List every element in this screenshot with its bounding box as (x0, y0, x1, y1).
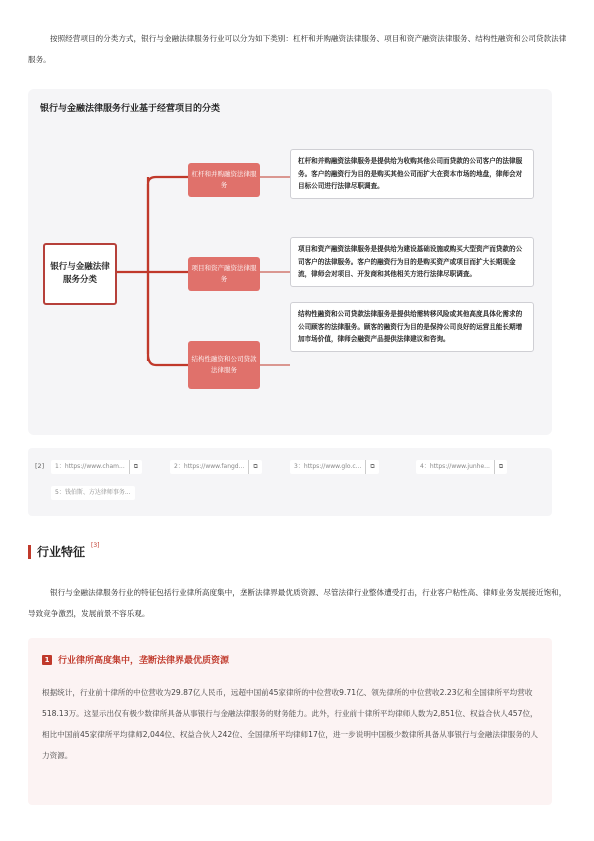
section-accent-bar (28, 545, 31, 559)
center-node-label: 银行与金融法律服务分类 (50, 262, 110, 285)
branch-node-leveraged: 杠杆和并购融资法律服务 (188, 163, 260, 197)
branch-node-structured (188, 341, 260, 389)
diagram-title: 银行与金融法律服务行业基于经营项目的分类 (40, 104, 221, 114)
highlight-box (28, 638, 552, 805)
classification-diagram (28, 89, 552, 435)
section-paragraph: 银行与金融法律服务行业的特征包括行业律所高度集中，垄断法律界最优质资源、尽管法律行业整体遭受打击，行业客户粘性高、律师业务发展接近饱和，导致竞争激烈，发展前景不容乐观。 (28, 588, 567, 618)
references-index: [2] (35, 462, 45, 470)
reference-link[interactable]: 3：https://www.glo.c... ⧉ (290, 460, 379, 474)
section-title: 行业特征 (37, 545, 86, 559)
branch-description-leveraged: 杠杆和并购融资法律服务是提供给为收购其他公司而贷款的公司客户的法律服务。客户的融资行为目的是购买其他公司而扩大在资本市场的地盘，律师会对目标公司进行法律尽职调查。 (290, 149, 534, 199)
highlight-title: 行业律所高度集中，垄断法律界最优质资源 (58, 656, 230, 666)
link-icon: ⧉ (494, 460, 503, 474)
reference-link[interactable]: 4：https://www.junhe... ⧉ (416, 460, 507, 474)
link-icon: ⧉ (365, 460, 374, 474)
link-icon: ⧉ (248, 460, 257, 474)
branch-node-structured-label: 结构性融资和公司贷款法律服务 (191, 355, 257, 374)
branch-node-project-asset: 项目和资产融资法律服务 (188, 257, 260, 291)
highlight-body: 根据统计，行业前十律所的中位营收为29.87亿人民币，远超中国前45家律所的中位营收9.71亿、领先律所的中位营收2.23亿和全国律所平均营收518.13万。这显示出仅有极少数律所具备从事银行与金融法律服务的财务能力。此外，行业前十律所平均律师人数为2,851位、权益合伙人457位，相比中国前45家律所平均律师2,044位、权益合伙人242位、全国律所平均律师17位，进一步说明中国极少数律所具备从事银行与金融法律服务的人力资源。 (42, 688, 538, 760)
branch-description-structured: 结构性融资和公司贷款法律服务是提供给需转移风险或其他高度具体化需求的公司顾客的法律服务。顾客的融资行为目的是保持公司良好的运营且能长期增加市场价值，律师会融资产品提供法律建议和咨询。 (290, 302, 534, 352)
intro-paragraph: 按照经营项目的分类方式，银行与金融法律服务行业可以分为如下类别：杠杆和并购融资法律服务、项目和资产融资法律服务、结构性融资和公司贷款法律服务。 (28, 34, 567, 64)
references-box (28, 448, 552, 516)
branch-description-project-asset: 项目和资产融资法律服务是提供给为建设基础设施或购买大型资产而贷款的公司客户的法律服务。客户的融资行为目的是购买资产或项目而扩大长期现金流，律师会对项目、开发商和其他相关方进行法律尽职调查。 (290, 237, 534, 287)
center-node (43, 243, 117, 305)
section-reference-sup[interactable]: [3] (91, 542, 100, 549)
reference-link[interactable]: 2：https://www.fangd... ⧉ (170, 460, 262, 474)
reference-link[interactable]: 1：https://www.cham... ⧉ (51, 460, 142, 474)
highlight-number-badge: 1 (42, 655, 52, 665)
link-icon: ⧉ (129, 460, 138, 474)
reference-link[interactable]: 5：钱伯斯、方达律师事务... (51, 486, 135, 500)
